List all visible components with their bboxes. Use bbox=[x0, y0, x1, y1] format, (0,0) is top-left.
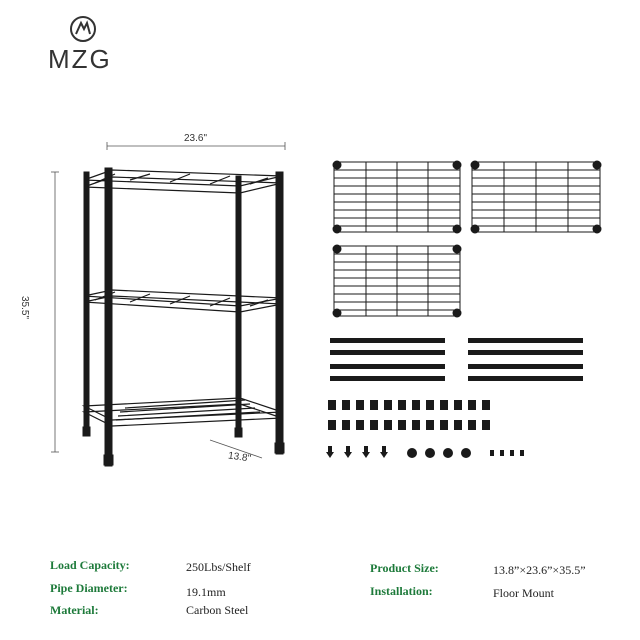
dimension-depth-label: 13.8" bbox=[227, 450, 252, 465]
shelf-unit-drawing bbox=[83, 168, 284, 466]
load-capacity-label: Load Capacity: bbox=[50, 558, 130, 572]
load-capacity-value: 250Lbs/Shelf bbox=[186, 560, 251, 574]
product-size-value: 13.8”×23.6”×35.5” bbox=[493, 563, 586, 577]
poles bbox=[330, 338, 583, 381]
brand-logo-text: MZG bbox=[48, 44, 112, 74]
wire-panels bbox=[333, 161, 601, 317]
dimension-height-label: 35.5" bbox=[19, 296, 30, 320]
material-label: Material: bbox=[50, 603, 99, 617]
connectors bbox=[326, 400, 524, 458]
pipe-diameter-label: Pipe Diameter: bbox=[50, 581, 128, 595]
installation-label: Installation: bbox=[370, 584, 433, 598]
material-value: Carbon Steel bbox=[186, 603, 249, 617]
product-size-label: Product Size: bbox=[370, 561, 439, 575]
pipe-diameter-value: 19.1mm bbox=[186, 585, 226, 599]
dimension-width-label: 23.6" bbox=[184, 133, 208, 144]
installation-value: Floor Mount bbox=[493, 586, 555, 600]
